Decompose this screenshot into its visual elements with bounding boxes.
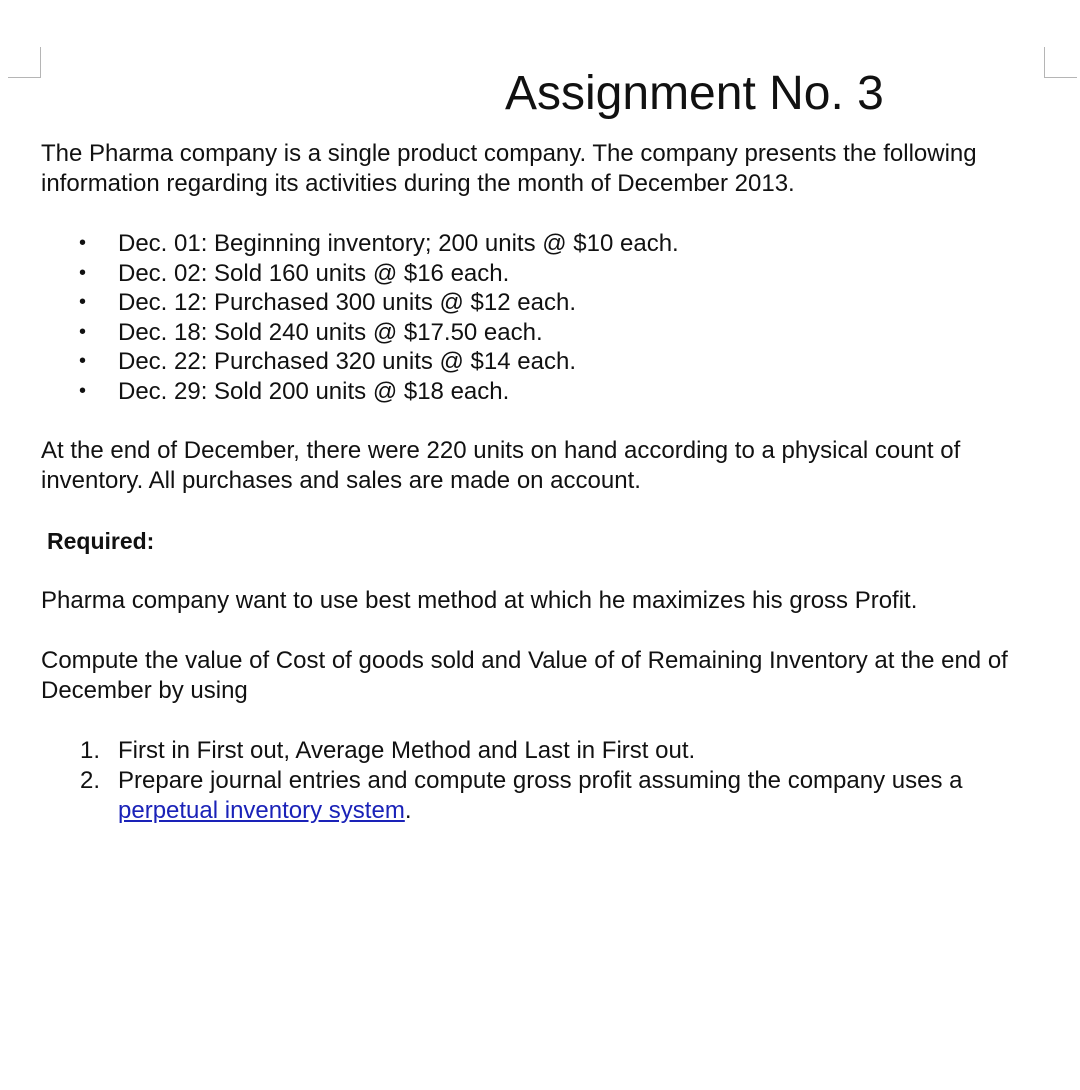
list-item bbox=[41, 347, 1041, 377]
perpetual-inventory-link[interactable]: perpetual inventory system bbox=[118, 796, 405, 824]
event-text: Dec. 22: Purchased 320 units @ $14 each. bbox=[118, 348, 576, 376]
bullet-icon: • bbox=[79, 350, 87, 373]
bullet-icon: • bbox=[79, 232, 87, 254]
list-item bbox=[41, 377, 1041, 407]
bullet-icon: • bbox=[79, 320, 87, 343]
goal-paragraph: Pharma company want to use best method at which he maximizes his gross Profit. bbox=[41, 586, 918, 614]
page-corner-mark-top-right bbox=[1044, 47, 1077, 78]
event-text: Dec. 02: Sold 160 units @ $16 each. bbox=[118, 259, 510, 287]
task-text: Prepare journal entries and compute gross profit assuming the company uses a bbox=[118, 766, 963, 794]
ending-paragraph: At the end of December, there were 220 units on hand according to a physical count of inventory. All purchases and sales are made on account. bbox=[41, 436, 961, 494]
list-item bbox=[41, 288, 1041, 318]
bullet-icon: • bbox=[79, 379, 87, 402]
event-text: Dec. 12: Purchased 300 units @ $12 each. bbox=[118, 289, 576, 317]
task-number: 1. bbox=[80, 736, 101, 764]
task-text: First in First out, Average Method and Last in First out. bbox=[118, 736, 696, 764]
list-item bbox=[41, 766, 1041, 826]
list-item bbox=[41, 318, 1041, 348]
required-heading: Required: bbox=[47, 527, 155, 554]
event-text: Dec. 18: Sold 240 units @ $17.50 each. bbox=[118, 318, 543, 346]
bullet-icon: • bbox=[79, 291, 87, 314]
bullet-icon: • bbox=[79, 261, 87, 284]
tasks-list bbox=[41, 736, 1041, 826]
task-trailing-period: . bbox=[404, 796, 412, 824]
list-item bbox=[41, 736, 1041, 766]
list-item bbox=[41, 259, 1041, 289]
task-number: 2. bbox=[80, 766, 101, 794]
assignment-title: Assignment No. 3 bbox=[505, 67, 884, 120]
page-corner-mark-top-left bbox=[8, 47, 41, 78]
list-item bbox=[41, 229, 1041, 259]
document-body bbox=[41, 67, 1041, 826]
intro-paragraph: The Pharma company is a single product company. The company presents the following information regarding its activities during the month of December 2013. bbox=[41, 140, 977, 197]
inventory-events-list bbox=[41, 229, 1041, 407]
compute-paragraph: Compute the value of Cost of goods sold and Value of of Remaining Inventory at the end of December by using bbox=[41, 646, 1008, 704]
event-text: Dec. 29: Sold 200 units @ $18 each. bbox=[118, 377, 510, 405]
event-text: Dec. 01: Beginning inventory; 200 units @ $10 each. bbox=[118, 230, 679, 257]
